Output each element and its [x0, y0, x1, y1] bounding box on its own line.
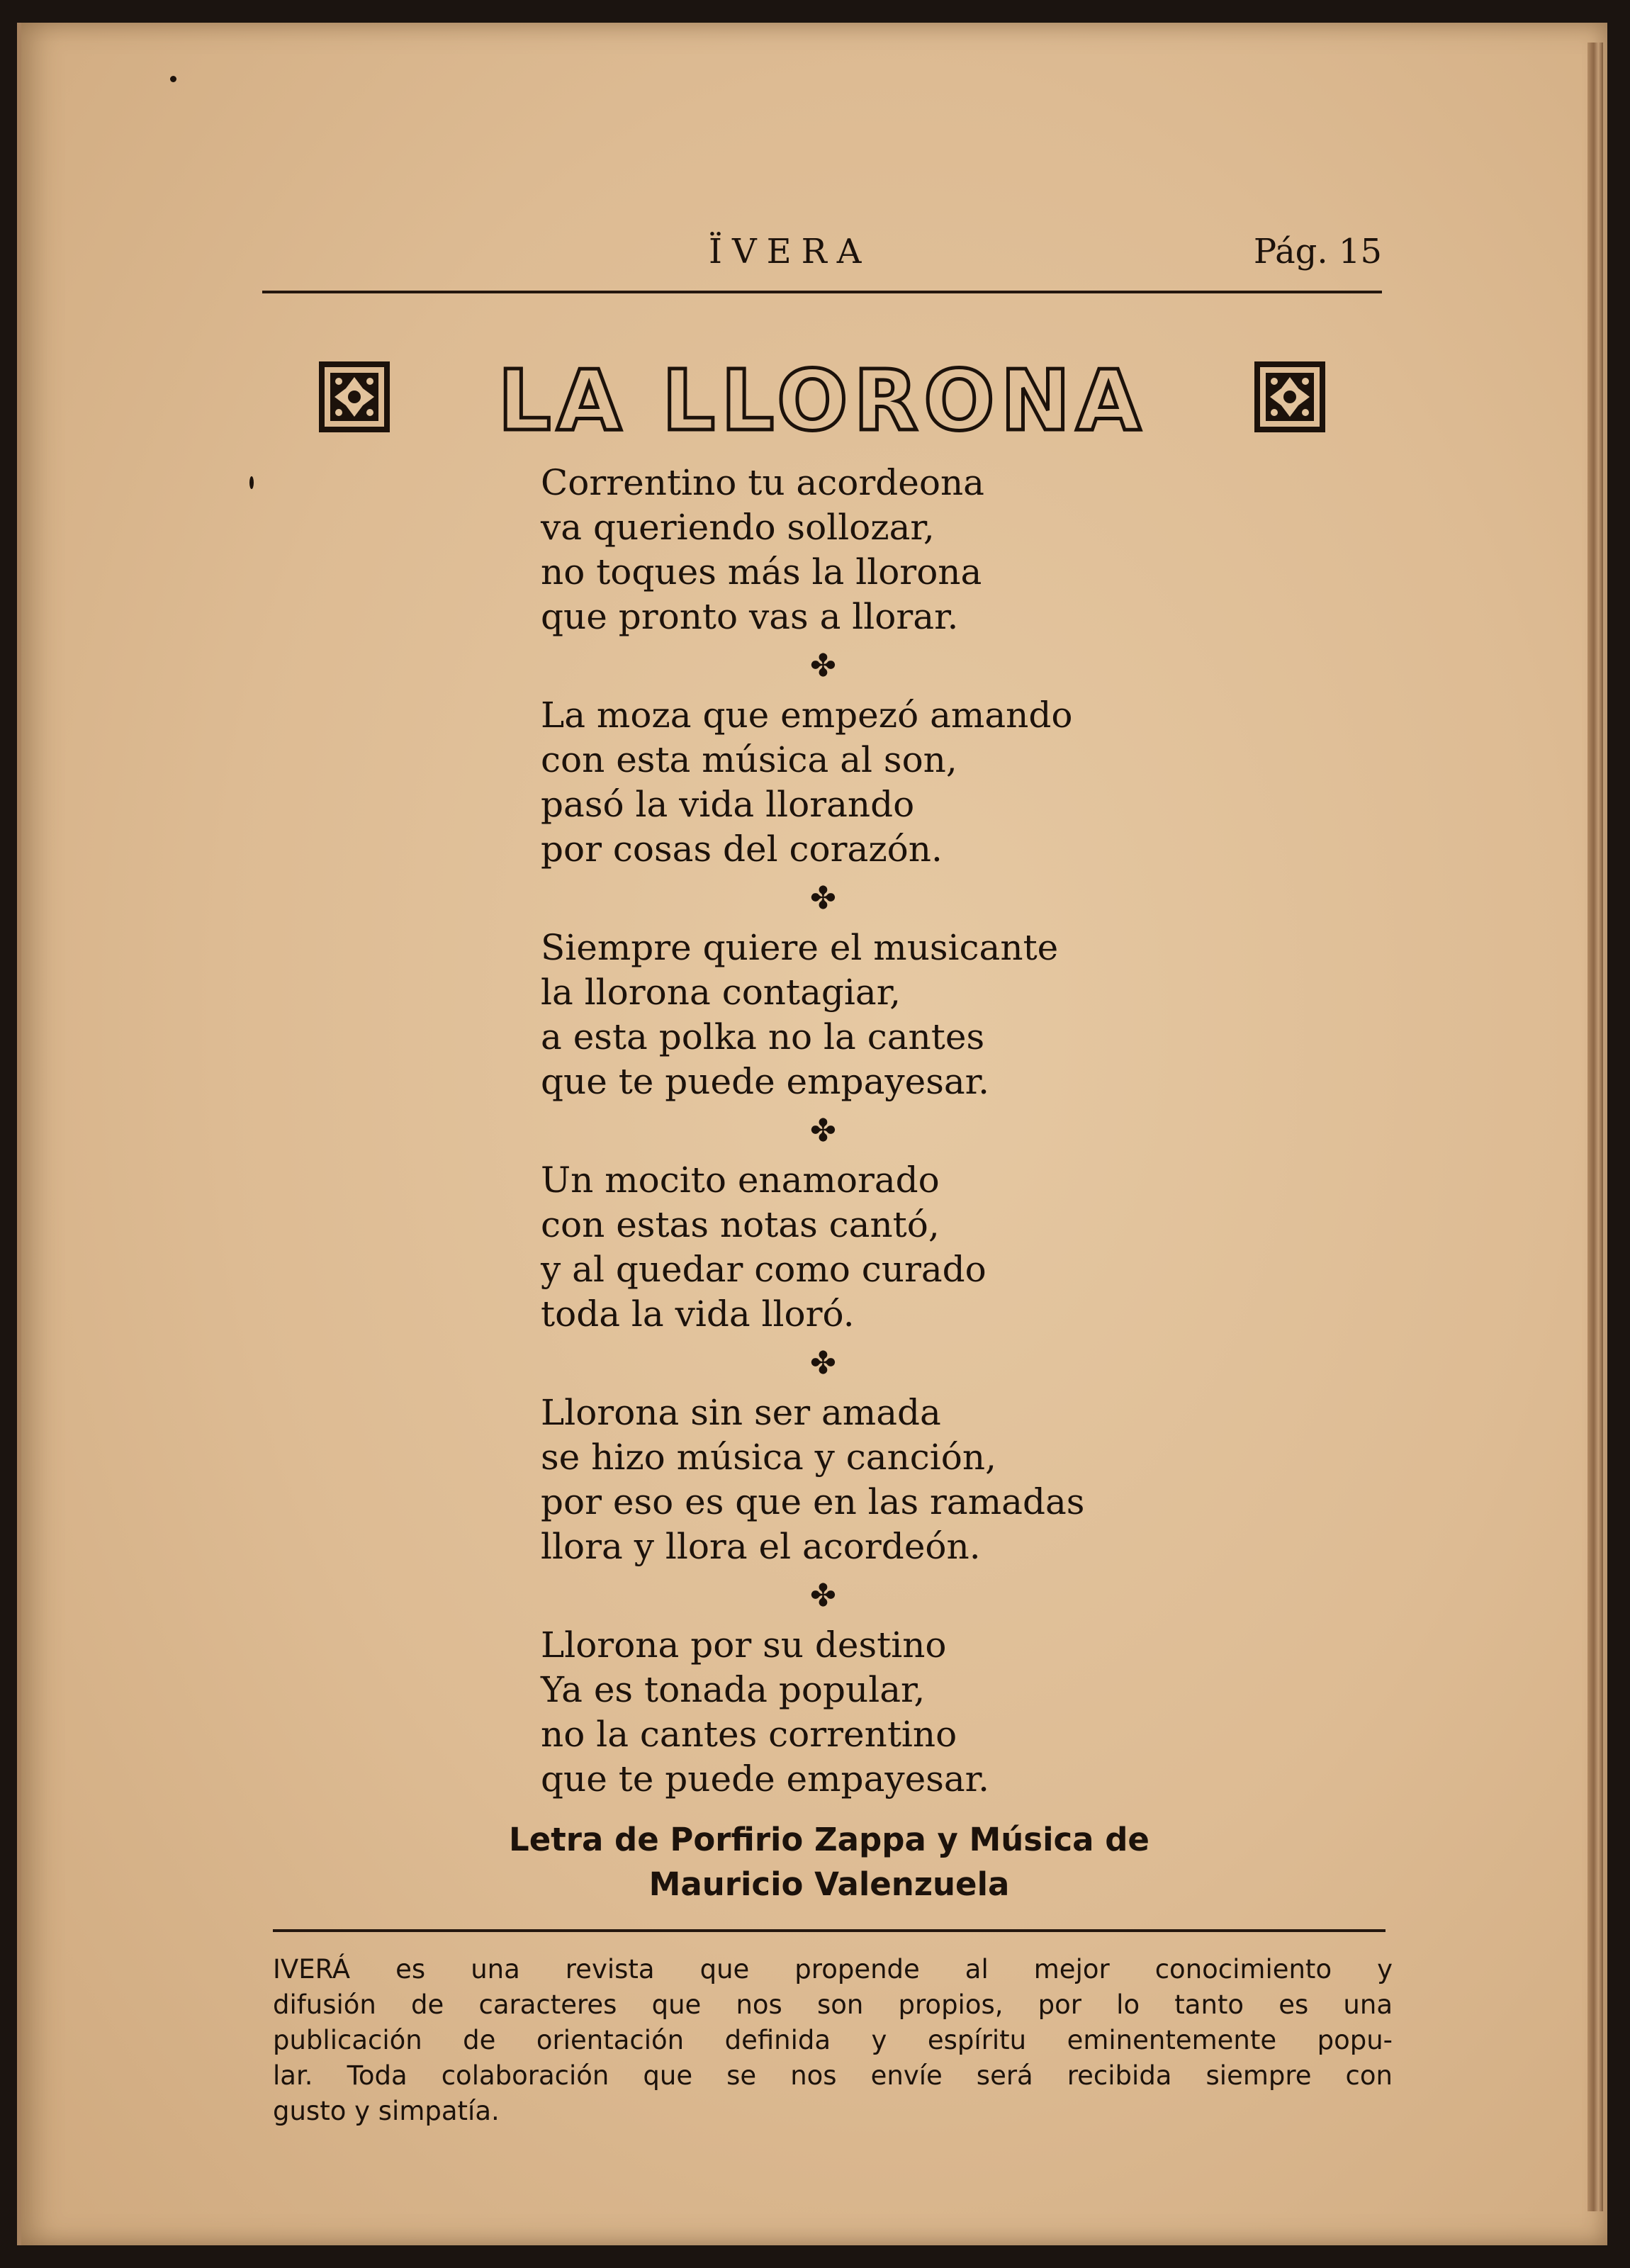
square-flourish-ornament-icon: [1254, 361, 1325, 432]
credits-line: Letra de Porfirio Zappa y Música de: [509, 1821, 1150, 1858]
credits-line: Mauricio Valenzuela: [648, 1865, 1010, 1903]
notice-line: gusto y simpatía.: [273, 2096, 500, 2126]
stanza: [541, 1623, 1320, 1802]
poem-line: a esta polka no la cantes: [541, 1016, 985, 1057]
notice-line: publicación de orientación definida y espíritu eminentemente popu-: [273, 2025, 1393, 2055]
poem-line: pasó la vida llorando: [541, 784, 915, 825]
poem-line: Llorona por su destino: [541, 1624, 947, 1666]
page-number: Pág. 15: [1253, 232, 1382, 271]
notice-line: IVERÁ es una revista que propende al mejor conocimiento y: [273, 1954, 1393, 1984]
editorial-notice: [273, 1952, 1393, 2129]
poem-line: Correntino tu acordeona: [541, 462, 984, 503]
magazine-page: [17, 23, 1607, 2245]
clover-fleuron-icon: ✤: [810, 648, 836, 684]
poem-line: Siempre quiere el musicante: [541, 927, 1059, 968]
square-flourish-ornament-icon: [319, 361, 390, 432]
clover-fleuron-icon: ✤: [810, 1345, 836, 1381]
stanza: [541, 1158, 1320, 1337]
ink-speck: [170, 76, 176, 82]
poem-line: Llorona sin ser amada: [541, 1392, 941, 1433]
stanza: [541, 693, 1320, 872]
footer-rule: [273, 1929, 1386, 1932]
song-credits: [432, 1817, 1226, 1907]
poem-line: por cosas del corazón.: [541, 829, 943, 870]
poem-line: por eso es que en las ramadas: [541, 1481, 1085, 1522]
clover-fleuron-icon: ✤: [810, 1578, 836, 1614]
stanza: [541, 461, 1320, 639]
poem-line: que te puede empayesar.: [541, 1061, 989, 1102]
poem-line: La moza que empezó amando: [541, 695, 1073, 736]
notice-line: lar. Toda colaboración que se nos envíe será recibida siempre con: [273, 2060, 1393, 2091]
header-rule: [262, 291, 1382, 293]
title-row: [305, 352, 1339, 449]
notice-line: difusión de caracteres que nos son propios, por lo tanto es una: [273, 1989, 1393, 2020]
running-header: [262, 232, 1382, 288]
ink-speck: [249, 476, 254, 489]
stanza: [541, 1391, 1320, 1569]
stanza: [541, 926, 1320, 1104]
poem-line: no la cantes correntino: [541, 1714, 957, 1755]
poem-line: Un mocito enamorado: [541, 1160, 940, 1201]
poem-line: y al quedar como curado: [541, 1249, 987, 1290]
poem-line: que te puede empayesar.: [541, 1758, 989, 1800]
poem-line: que pronto vas a llorar.: [541, 596, 959, 637]
clover-fleuron-icon: ✤: [810, 1113, 836, 1149]
poem-line: Ya es tonada popular,: [541, 1669, 926, 1710]
poem-line: no toques más la llorona: [541, 551, 982, 593]
poem-line: va queriendo sollozar,: [541, 507, 935, 548]
journal-name: ÏVERA: [709, 232, 872, 271]
poem-line: con esta música al son,: [541, 739, 957, 780]
poem-line: con estas notas cantó,: [541, 1204, 940, 1245]
page-edge: [1587, 43, 1603, 2211]
poem-line: se hizo música y canción,: [541, 1437, 996, 1478]
poem: [541, 461, 1320, 1802]
clover-fleuron-icon: ✤: [810, 880, 836, 916]
poem-line: llora y llora el acordeón.: [541, 1526, 981, 1567]
poem-line: toda la vida lloró.: [541, 1293, 855, 1335]
poem-line: la llorona contagiar,: [541, 972, 901, 1013]
article-title: LA LLORONA: [498, 352, 1147, 449]
